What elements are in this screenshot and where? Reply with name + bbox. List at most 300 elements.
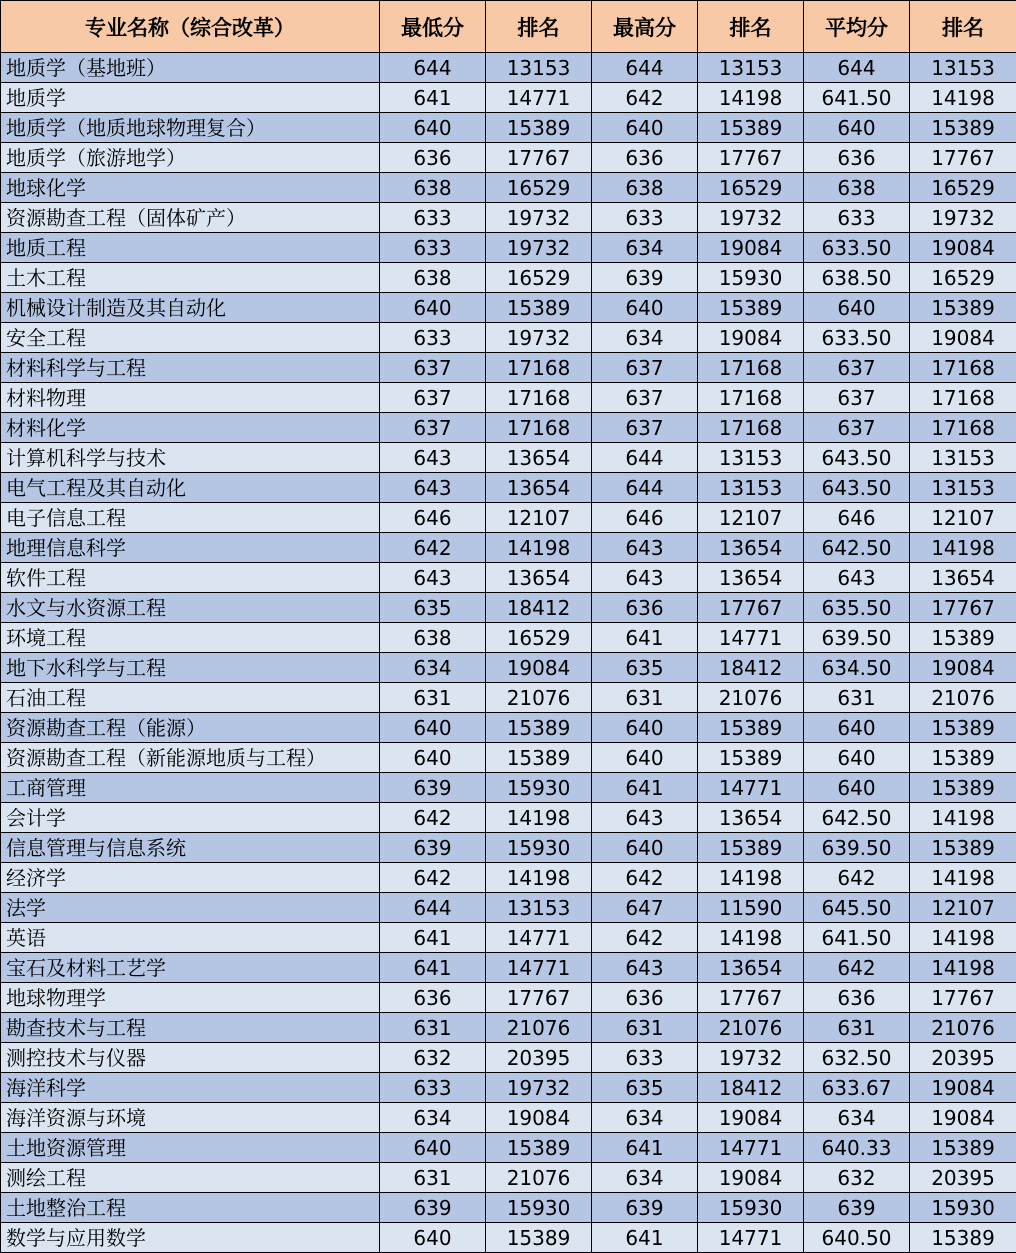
cell-max-score: 646 bbox=[592, 503, 698, 533]
cell-avg-rank: 17168 bbox=[910, 413, 1016, 443]
cell-max-score: 631 bbox=[592, 1013, 698, 1043]
cell-max-score: 640 bbox=[592, 713, 698, 743]
table-row bbox=[1, 893, 1016, 923]
cell-min-rank: 19732 bbox=[486, 1073, 592, 1103]
cell-avg-rank: 17767 bbox=[910, 143, 1016, 173]
cell-avg-score: 633.50 bbox=[804, 233, 910, 263]
cell-max-score: 643 bbox=[592, 953, 698, 983]
cell-min-score: 638 bbox=[380, 623, 486, 653]
cell-avg-rank: 14198 bbox=[910, 953, 1016, 983]
cell-min-score: 633 bbox=[380, 203, 486, 233]
cell-max-rank: 14771 bbox=[698, 1133, 804, 1163]
cell-min-rank: 15389 bbox=[486, 1133, 592, 1163]
table-row bbox=[1, 1073, 1016, 1103]
cell-major-name: 宝石及材料工艺学 bbox=[1, 953, 380, 983]
cell-avg-rank: 17168 bbox=[910, 383, 1016, 413]
cell-min-rank: 21076 bbox=[486, 1013, 592, 1043]
cell-max-score: 635 bbox=[592, 1073, 698, 1103]
cell-min-rank: 15930 bbox=[486, 773, 592, 803]
table-row bbox=[1, 1133, 1016, 1163]
cell-max-rank: 11590 bbox=[698, 893, 804, 923]
cell-avg-score: 639 bbox=[804, 1193, 910, 1223]
cell-min-score: 640 bbox=[380, 743, 486, 773]
table-row bbox=[1, 593, 1016, 623]
cell-max-rank: 21076 bbox=[698, 683, 804, 713]
cell-major-name: 安全工程 bbox=[1, 323, 380, 353]
cell-major-name: 地质工程 bbox=[1, 233, 380, 263]
cell-min-rank: 15389 bbox=[486, 743, 592, 773]
table-row bbox=[1, 173, 1016, 203]
table-row bbox=[1, 1193, 1016, 1223]
cell-min-score: 634 bbox=[380, 653, 486, 683]
cell-min-score: 636 bbox=[380, 143, 486, 173]
cell-max-score: 639 bbox=[592, 1193, 698, 1223]
cell-min-rank: 19732 bbox=[486, 233, 592, 263]
cell-min-score: 640 bbox=[380, 1223, 486, 1253]
cell-avg-rank: 21076 bbox=[910, 1013, 1016, 1043]
cell-min-rank: 15389 bbox=[486, 713, 592, 743]
cell-min-score: 637 bbox=[380, 383, 486, 413]
cell-min-rank: 14771 bbox=[486, 953, 592, 983]
cell-min-rank: 14198 bbox=[486, 533, 592, 563]
cell-major-name: 数学与应用数学 bbox=[1, 1223, 380, 1253]
cell-avg-score: 642.50 bbox=[804, 533, 910, 563]
cell-max-score: 640 bbox=[592, 743, 698, 773]
cell-max-score: 638 bbox=[592, 173, 698, 203]
cell-avg-score: 643.50 bbox=[804, 443, 910, 473]
cell-major-name: 电气工程及其自动化 bbox=[1, 473, 380, 503]
table-row bbox=[1, 113, 1016, 143]
cell-max-rank: 19084 bbox=[698, 323, 804, 353]
cell-min-rank: 17168 bbox=[486, 383, 592, 413]
cell-max-rank: 16529 bbox=[698, 173, 804, 203]
cell-max-score: 642 bbox=[592, 83, 698, 113]
cell-major-name: 会计学 bbox=[1, 803, 380, 833]
cell-max-rank: 15389 bbox=[698, 743, 804, 773]
table-row bbox=[1, 803, 1016, 833]
cell-major-name: 电子信息工程 bbox=[1, 503, 380, 533]
cell-avg-score: 640 bbox=[804, 293, 910, 323]
cell-avg-score: 636 bbox=[804, 143, 910, 173]
cell-max-rank: 13153 bbox=[698, 53, 804, 83]
cell-min-rank: 13153 bbox=[486, 893, 592, 923]
cell-avg-score: 633.67 bbox=[804, 1073, 910, 1103]
cell-max-score: 641 bbox=[592, 1223, 698, 1253]
cell-avg-score: 641.50 bbox=[804, 923, 910, 953]
cell-min-score: 631 bbox=[380, 683, 486, 713]
cell-avg-score: 641.50 bbox=[804, 83, 910, 113]
cell-min-score: 640 bbox=[380, 113, 486, 143]
cell-avg-rank: 15389 bbox=[910, 713, 1016, 743]
cell-min-score: 640 bbox=[380, 713, 486, 743]
cell-avg-score: 646 bbox=[804, 503, 910, 533]
cell-min-rank: 19084 bbox=[486, 1103, 592, 1133]
cell-max-rank: 17168 bbox=[698, 353, 804, 383]
cell-min-score: 632 bbox=[380, 1043, 486, 1073]
cell-min-rank: 13654 bbox=[486, 443, 592, 473]
cell-min-rank: 12107 bbox=[486, 503, 592, 533]
cell-avg-score: 638.50 bbox=[804, 263, 910, 293]
cell-min-score: 633 bbox=[380, 233, 486, 263]
table-row bbox=[1, 1163, 1016, 1193]
cell-min-rank: 19732 bbox=[486, 203, 592, 233]
cell-max-rank: 15389 bbox=[698, 713, 804, 743]
cell-avg-rank: 19084 bbox=[910, 1073, 1016, 1103]
cell-max-score: 641 bbox=[592, 773, 698, 803]
cell-max-score: 634 bbox=[592, 323, 698, 353]
cell-max-rank: 17767 bbox=[698, 593, 804, 623]
cell-min-score: 637 bbox=[380, 413, 486, 443]
table-row bbox=[1, 443, 1016, 473]
cell-major-name: 土地资源管理 bbox=[1, 1133, 380, 1163]
cell-major-name: 地质学（旅游地学） bbox=[1, 143, 380, 173]
cell-major-name: 地理信息科学 bbox=[1, 533, 380, 563]
cell-max-rank: 13654 bbox=[698, 563, 804, 593]
cell-max-rank: 13654 bbox=[698, 803, 804, 833]
cell-avg-score: 640 bbox=[804, 713, 910, 743]
table-row bbox=[1, 623, 1016, 653]
cell-min-score: 631 bbox=[380, 1163, 486, 1193]
cell-max-rank: 12107 bbox=[698, 503, 804, 533]
cell-min-rank: 18412 bbox=[486, 593, 592, 623]
cell-min-rank: 16529 bbox=[486, 173, 592, 203]
header-major-name: 专业名称（综合改革） bbox=[1, 1, 380, 53]
cell-avg-rank: 19084 bbox=[910, 233, 1016, 263]
cell-avg-rank: 17767 bbox=[910, 593, 1016, 623]
cell-min-score: 639 bbox=[380, 833, 486, 863]
header-min-score: 最低分 bbox=[380, 1, 486, 53]
cell-avg-rank: 17168 bbox=[910, 353, 1016, 383]
cell-max-rank: 15930 bbox=[698, 1193, 804, 1223]
cell-major-name: 法学 bbox=[1, 893, 380, 923]
cell-avg-rank: 19732 bbox=[910, 203, 1016, 233]
cell-avg-score: 634 bbox=[804, 1103, 910, 1133]
cell-avg-score: 632.50 bbox=[804, 1043, 910, 1073]
cell-min-score: 637 bbox=[380, 353, 486, 383]
cell-min-rank: 13654 bbox=[486, 563, 592, 593]
cell-avg-rank: 14198 bbox=[910, 803, 1016, 833]
cell-max-score: 636 bbox=[592, 593, 698, 623]
cell-min-rank: 19732 bbox=[486, 323, 592, 353]
cell-major-name: 地球物理学 bbox=[1, 983, 380, 1013]
table-row bbox=[1, 653, 1016, 683]
cell-avg-score: 645.50 bbox=[804, 893, 910, 923]
cell-major-name: 材料科学与工程 bbox=[1, 353, 380, 383]
cell-min-score: 641 bbox=[380, 83, 486, 113]
table-row bbox=[1, 83, 1016, 113]
cell-max-score: 637 bbox=[592, 413, 698, 443]
cell-max-score: 641 bbox=[592, 1133, 698, 1163]
cell-max-score: 642 bbox=[592, 863, 698, 893]
table-row bbox=[1, 143, 1016, 173]
table-row bbox=[1, 1103, 1016, 1133]
cell-avg-rank: 13153 bbox=[910, 473, 1016, 503]
table-row bbox=[1, 1223, 1016, 1253]
cell-min-rank: 13153 bbox=[486, 53, 592, 83]
table-row bbox=[1, 473, 1016, 503]
cell-major-name: 地质学（基地班） bbox=[1, 53, 380, 83]
cell-major-name: 资源勘查工程（能源） bbox=[1, 713, 380, 743]
cell-avg-rank: 20395 bbox=[910, 1043, 1016, 1073]
table-row bbox=[1, 233, 1016, 263]
cell-avg-rank: 15389 bbox=[910, 1133, 1016, 1163]
cell-max-rank: 19084 bbox=[698, 1163, 804, 1193]
cell-max-rank: 15389 bbox=[698, 113, 804, 143]
cell-min-score: 643 bbox=[380, 443, 486, 473]
cell-avg-rank: 15389 bbox=[910, 833, 1016, 863]
cell-major-name: 测绘工程 bbox=[1, 1163, 380, 1193]
cell-avg-score: 640.33 bbox=[804, 1133, 910, 1163]
cell-major-name: 土地整治工程 bbox=[1, 1193, 380, 1223]
cell-major-name: 材料化学 bbox=[1, 413, 380, 443]
cell-avg-rank: 21076 bbox=[910, 683, 1016, 713]
cell-max-rank: 15389 bbox=[698, 293, 804, 323]
cell-major-name: 土木工程 bbox=[1, 263, 380, 293]
table-row bbox=[1, 863, 1016, 893]
cell-max-score: 647 bbox=[592, 893, 698, 923]
cell-avg-score: 635.50 bbox=[804, 593, 910, 623]
cell-min-score: 642 bbox=[380, 803, 486, 833]
cell-avg-rank: 14198 bbox=[910, 863, 1016, 893]
cell-major-name: 资源勘查工程（固体矿产） bbox=[1, 203, 380, 233]
table-row bbox=[1, 293, 1016, 323]
cell-min-rank: 16529 bbox=[486, 623, 592, 653]
cell-major-name: 地球化学 bbox=[1, 173, 380, 203]
table-row bbox=[1, 1013, 1016, 1043]
cell-min-score: 641 bbox=[380, 953, 486, 983]
cell-avg-score: 642 bbox=[804, 863, 910, 893]
cell-max-score: 637 bbox=[592, 383, 698, 413]
table-row bbox=[1, 983, 1016, 1013]
cell-major-name: 石油工程 bbox=[1, 683, 380, 713]
table-row bbox=[1, 533, 1016, 563]
cell-min-score: 636 bbox=[380, 983, 486, 1013]
cell-avg-score: 642 bbox=[804, 953, 910, 983]
cell-min-score: 642 bbox=[380, 533, 486, 563]
cell-min-score: 633 bbox=[380, 323, 486, 353]
cell-avg-score: 640 bbox=[804, 773, 910, 803]
cell-max-score: 635 bbox=[592, 653, 698, 683]
cell-major-name: 水文与水资源工程 bbox=[1, 593, 380, 623]
cell-min-rank: 15389 bbox=[486, 293, 592, 323]
table-row bbox=[1, 413, 1016, 443]
cell-max-rank: 13153 bbox=[698, 443, 804, 473]
header-min-rank: 排名 bbox=[486, 1, 592, 53]
cell-avg-rank: 15389 bbox=[910, 1223, 1016, 1253]
cell-min-rank: 16529 bbox=[486, 263, 592, 293]
cell-major-name: 材料物理 bbox=[1, 383, 380, 413]
cell-avg-score: 637 bbox=[804, 353, 910, 383]
cell-avg-rank: 20395 bbox=[910, 1163, 1016, 1193]
cell-major-name: 测控技术与仪器 bbox=[1, 1043, 380, 1073]
cell-avg-score: 633.50 bbox=[804, 323, 910, 353]
cell-max-rank: 13153 bbox=[698, 473, 804, 503]
cell-min-score: 635 bbox=[380, 593, 486, 623]
cell-max-score: 642 bbox=[592, 923, 698, 953]
cell-avg-rank: 19084 bbox=[910, 1103, 1016, 1133]
cell-avg-rank: 13153 bbox=[910, 443, 1016, 473]
cell-max-rank: 19732 bbox=[698, 1043, 804, 1073]
cell-max-rank: 14198 bbox=[698, 83, 804, 113]
cell-max-rank: 15389 bbox=[698, 833, 804, 863]
cell-max-score: 634 bbox=[592, 1103, 698, 1133]
cell-avg-rank: 17767 bbox=[910, 983, 1016, 1013]
cell-min-rank: 15389 bbox=[486, 113, 592, 143]
table-row bbox=[1, 1043, 1016, 1073]
cell-max-score: 633 bbox=[592, 203, 698, 233]
cell-min-score: 640 bbox=[380, 293, 486, 323]
cell-avg-score: 639.50 bbox=[804, 623, 910, 653]
cell-min-rank: 14198 bbox=[486, 803, 592, 833]
cell-min-rank: 15930 bbox=[486, 1193, 592, 1223]
cell-major-name: 机械设计制造及其自动化 bbox=[1, 293, 380, 323]
cell-avg-score: 631 bbox=[804, 1013, 910, 1043]
cell-min-score: 639 bbox=[380, 1193, 486, 1223]
cell-min-score: 644 bbox=[380, 53, 486, 83]
cell-avg-rank: 12107 bbox=[910, 503, 1016, 533]
cell-major-name: 海洋科学 bbox=[1, 1073, 380, 1103]
cell-max-rank: 15930 bbox=[698, 263, 804, 293]
table-row bbox=[1, 503, 1016, 533]
cell-avg-rank: 12107 bbox=[910, 893, 1016, 923]
cell-min-score: 643 bbox=[380, 563, 486, 593]
cell-min-rank: 20395 bbox=[486, 1043, 592, 1073]
cell-max-score: 644 bbox=[592, 443, 698, 473]
table-row bbox=[1, 683, 1016, 713]
cell-max-score: 641 bbox=[592, 623, 698, 653]
cell-max-score: 634 bbox=[592, 1163, 698, 1193]
header-row bbox=[1, 1, 1016, 53]
cell-avg-score: 640 bbox=[804, 113, 910, 143]
cell-avg-rank: 14198 bbox=[910, 923, 1016, 953]
cell-avg-rank: 15389 bbox=[910, 113, 1016, 143]
cell-avg-score: 639.50 bbox=[804, 833, 910, 863]
cell-avg-score: 632 bbox=[804, 1163, 910, 1193]
cell-max-score: 633 bbox=[592, 1043, 698, 1073]
cell-avg-score: 637 bbox=[804, 413, 910, 443]
cell-max-rank: 18412 bbox=[698, 1073, 804, 1103]
cell-max-score: 643 bbox=[592, 803, 698, 833]
table-row bbox=[1, 713, 1016, 743]
cell-max-score: 640 bbox=[592, 833, 698, 863]
cell-max-score: 634 bbox=[592, 233, 698, 263]
table-row bbox=[1, 323, 1016, 353]
table-row bbox=[1, 353, 1016, 383]
cell-min-rank: 15389 bbox=[486, 1223, 592, 1253]
cell-avg-rank: 16529 bbox=[910, 263, 1016, 293]
cell-avg-rank: 14198 bbox=[910, 533, 1016, 563]
cell-min-score: 646 bbox=[380, 503, 486, 533]
cell-major-name: 环境工程 bbox=[1, 623, 380, 653]
cell-min-score: 643 bbox=[380, 473, 486, 503]
cell-avg-score: 634.50 bbox=[804, 653, 910, 683]
table-row bbox=[1, 923, 1016, 953]
cell-min-rank: 13654 bbox=[486, 473, 592, 503]
cell-max-score: 640 bbox=[592, 293, 698, 323]
table-row bbox=[1, 743, 1016, 773]
cell-max-rank: 17767 bbox=[698, 143, 804, 173]
cell-max-score: 639 bbox=[592, 263, 698, 293]
table-row bbox=[1, 773, 1016, 803]
cell-max-rank: 19732 bbox=[698, 203, 804, 233]
cell-avg-score: 633 bbox=[804, 203, 910, 233]
cell-avg-rank: 13654 bbox=[910, 563, 1016, 593]
cell-major-name: 海洋资源与环境 bbox=[1, 1103, 380, 1133]
cell-avg-rank: 15389 bbox=[910, 743, 1016, 773]
header-max-rank: 排名 bbox=[698, 1, 804, 53]
cell-max-rank: 14771 bbox=[698, 1223, 804, 1253]
table-row bbox=[1, 263, 1016, 293]
cell-min-rank: 19084 bbox=[486, 653, 592, 683]
cell-major-name: 信息管理与信息系统 bbox=[1, 833, 380, 863]
cell-avg-rank: 19084 bbox=[910, 323, 1016, 353]
cell-min-score: 639 bbox=[380, 773, 486, 803]
cell-avg-score: 636 bbox=[804, 983, 910, 1013]
cell-min-score: 640 bbox=[380, 1133, 486, 1163]
cell-major-name: 勘查技术与工程 bbox=[1, 1013, 380, 1043]
cell-max-score: 637 bbox=[592, 353, 698, 383]
cell-major-name: 地质学 bbox=[1, 83, 380, 113]
cell-min-rank: 21076 bbox=[486, 683, 592, 713]
cell-max-rank: 17168 bbox=[698, 413, 804, 443]
cell-max-rank: 19084 bbox=[698, 1103, 804, 1133]
cell-min-rank: 17168 bbox=[486, 353, 592, 383]
cell-avg-rank: 15389 bbox=[910, 293, 1016, 323]
cell-avg-score: 643 bbox=[804, 563, 910, 593]
cell-major-name: 英语 bbox=[1, 923, 380, 953]
table-row bbox=[1, 953, 1016, 983]
cell-max-rank: 18412 bbox=[698, 653, 804, 683]
cell-avg-rank: 15389 bbox=[910, 773, 1016, 803]
cell-max-rank: 21076 bbox=[698, 1013, 804, 1043]
cell-max-score: 644 bbox=[592, 473, 698, 503]
table-body bbox=[1, 53, 1016, 1253]
cell-min-rank: 15930 bbox=[486, 833, 592, 863]
cell-max-rank: 14771 bbox=[698, 773, 804, 803]
cell-max-score: 636 bbox=[592, 143, 698, 173]
cell-avg-rank: 14198 bbox=[910, 83, 1016, 113]
cell-max-score: 631 bbox=[592, 683, 698, 713]
cell-min-score: 638 bbox=[380, 173, 486, 203]
cell-major-name: 地下水科学与工程 bbox=[1, 653, 380, 683]
cell-avg-score: 643.50 bbox=[804, 473, 910, 503]
cell-avg-score: 631 bbox=[804, 683, 910, 713]
cell-avg-score: 640 bbox=[804, 743, 910, 773]
cell-major-name: 软件工程 bbox=[1, 563, 380, 593]
cell-avg-score: 638 bbox=[804, 173, 910, 203]
table-row bbox=[1, 563, 1016, 593]
cell-min-score: 633 bbox=[380, 1073, 486, 1103]
table-row bbox=[1, 53, 1016, 83]
cell-max-rank: 19084 bbox=[698, 233, 804, 263]
cell-avg-score: 642.50 bbox=[804, 803, 910, 833]
cell-avg-score: 637 bbox=[804, 383, 910, 413]
cell-max-score: 643 bbox=[592, 533, 698, 563]
cell-min-score: 631 bbox=[380, 1013, 486, 1043]
table-row bbox=[1, 203, 1016, 233]
cell-major-name: 计算机科学与技术 bbox=[1, 443, 380, 473]
cell-avg-rank: 19084 bbox=[910, 653, 1016, 683]
cell-min-score: 634 bbox=[380, 1103, 486, 1133]
header-max-score: 最高分 bbox=[592, 1, 698, 53]
cell-min-rank: 14771 bbox=[486, 923, 592, 953]
cell-max-score: 636 bbox=[592, 983, 698, 1013]
cell-min-rank: 17767 bbox=[486, 983, 592, 1013]
cell-max-rank: 14198 bbox=[698, 863, 804, 893]
cell-major-name: 工商管理 bbox=[1, 773, 380, 803]
cell-avg-rank: 15930 bbox=[910, 1193, 1016, 1223]
cell-min-score: 641 bbox=[380, 923, 486, 953]
